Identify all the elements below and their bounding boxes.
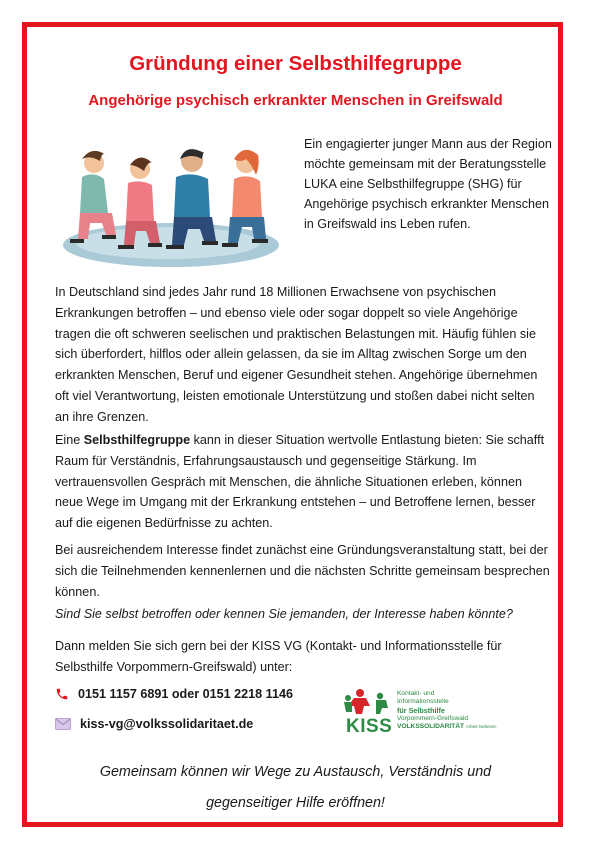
phone-icon <box>55 687 69 701</box>
support-group-illustration <box>56 135 286 270</box>
paragraph-contact-intro: Dann melden Sie sich gern bei der KISS VG (Kontakt- und Informationsstelle für Selbsthilfe Vorpommern-Greifswald) unter: <box>55 639 502 674</box>
page-title: Gründung einer Selbsthilfegruppe <box>129 52 462 75</box>
paragraph-founding-event: Bei ausreichendem Interesse findet zunächst eine Gründungsveranstaltung statt, bei der sich die Teilnehmenden kennenlernen und die nächsten Schritte gemeinsam besprechen können. <box>55 543 550 599</box>
emphasis-selbsthilfegruppe: Selbsthilfegruppe <box>83 433 191 447</box>
intro-text: Ein engagierter junger Mann aus der Region möchte gemeinsam mit der Beratungsstelle LUKA eine Selbsthilfegruppe (SHG) für Angehörige psychisch erkrankter Menschen in Greifswald ins Leben rufen. <box>304 137 552 231</box>
phone-numbers[interactable]: 0151 1157 6891 oder 0151 2218 1146 <box>78 687 293 701</box>
phone-contact <box>55 687 293 701</box>
email-address[interactable]: kiss-vg@volkssolidaritaet.de <box>80 717 254 731</box>
question-text: Sind Sie selbst betroffen oder kennen Sie jemanden, der Interesse haben könnte? <box>55 607 513 621</box>
email-contact <box>55 717 253 731</box>
kiss-logo-text: Kontakt- und Informationsstelle für Selbsthilfe Vorpommern-Greifswald VOLKSSOLIDARITÄT Arbeit Nebenst. <box>397 690 497 731</box>
closing-line-1: Gemeinsam können wir Wege zu Austausch, Verständnis und <box>99 764 492 780</box>
envelope-icon <box>55 718 71 730</box>
closing-line-2: gegenseitiger Hilfe eröffnen! <box>206 795 385 811</box>
paragraph-context: In Deutschland sind jedes Jahr rund 18 Millionen Erwachsene von psychischen Erkrankungen betroffen – und ebenso viele oder sogar doppelt so viele Angehörige tragen die oft schweren seelischen und praktischen Belastungen mit. Häufig fühlen sie sich überfordert, hilflos oder allein gelassen, da sie im Alltag zwischen Sorge um den erkrankten Menschen, Beruf und eigener Gesundheit stehen. Angehörige übernehmen oft viel Verantwortung, leisten emotionale Unterstützung und stoßen dabei nicht selten an ihre Grenzen. <box>55 285 538 424</box>
paragraph-self-help-group: Eine Selbsthilfegruppe kann in dieser Situation wertvolle Entlastung bieten: Sie schafft Raum für Verständnis, Erfahrungsaustausch und gegenseitige Stärkung. Im vertrauensvollen Gespräch mit Menschen, die ähnliche Situationen erleben, können neue Wege im Umgang mit der Erkrankung entstehen – und Betroffene lernen, besser auf die eigenen Bedürfnisse zu achten. <box>55 433 545 531</box>
page-subtitle: Angehörige psychisch erkrankter Menschen in Greifswald <box>88 92 503 109</box>
kiss-wordmark: KISS <box>346 716 393 737</box>
